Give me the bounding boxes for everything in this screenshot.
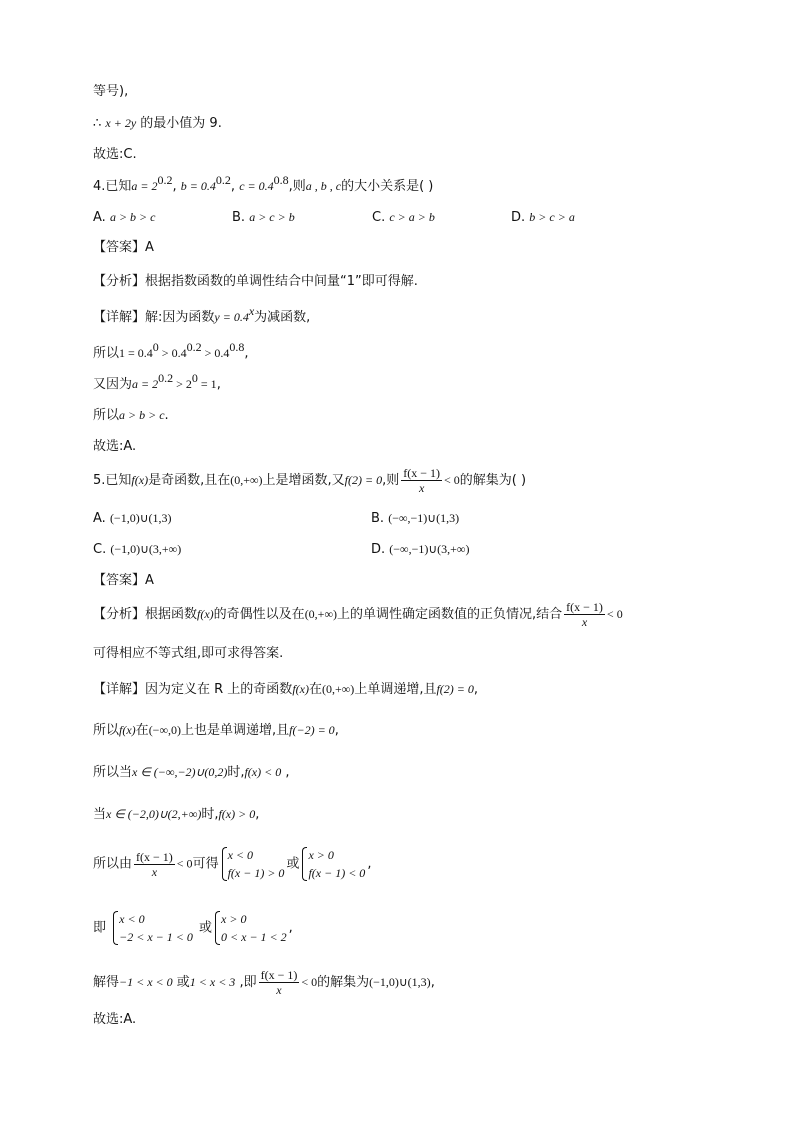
question-4-option-a: A. a > b > c <box>93 210 156 225</box>
fraction: $\frac{f(x - 1)}{x}$ <box>403 466 441 495</box>
inequality-system: x > 0 f(x − 1) < 0 <box>301 846 365 882</box>
question-5-step-4: 所以由 $\frac{f(x - 1)}{x}$ < 0可得 x < 0 f(x − 1) > 0 或 x > 0 f(x − 1) < 0 , <box>93 848 372 880</box>
question-5-step-3: 当x ∈ (−2,0)∪(2,+∞)时,f(x) > 0, <box>93 807 260 822</box>
question-4-step-1: 所以$1 = 0.4^0 > 0.4^{0.2} > 0.4^{0.8}$, <box>93 340 249 361</box>
inequality-system: x < 0 −2 < x − 1 < 0 <box>112 910 193 946</box>
question-4-option-d: D. b > c > a <box>511 210 575 225</box>
question-5-end: 故选:A. <box>93 1012 137 1027</box>
text-line-choice-c: 故选:C. <box>93 147 137 162</box>
question-5-step-6: 解得−1 < x < 0 或1 < x < 3 ,即 $\frac{f(x - 1)}{x}$ < 0的解集为(−1,0)∪(1,3), <box>93 968 435 997</box>
question-4-detail: 【详解】解:因为函数$y = 0.4^x$为减函数, <box>93 304 311 325</box>
question-5-stem: 5.已知f(x)是奇函数,且在(0,+∞)上是增函数,又f(2) = 0,则 $\frac{f(x - 1)}{x}$ < 0的解集为( ) <box>93 466 527 495</box>
question-5-option-d: D. (−∞,−1)∪(3,+∞) <box>371 542 470 557</box>
question-4-answer: 【答案】A <box>93 240 154 255</box>
question-5-option-c: C. (−1,0)∪(3,+∞) <box>93 542 182 557</box>
inequality-system: x > 0 0 < x − 1 < 2 <box>214 910 287 946</box>
question-5-step-2: 所以当x ∈ (−∞,−2)∪(0,2)时,f(x) < 0 , <box>93 765 290 780</box>
question-5-analysis-line-2: 可得相应不等式组,即可求得答案. <box>93 646 284 661</box>
fraction: $\frac{f(x - 1)}{x}$ <box>566 600 603 629</box>
question-5-answer: 【答案】A <box>93 573 154 588</box>
question-4-option-b: B. a > c > b <box>232 210 295 225</box>
question-5-detail: 【详解】因为定义在 R 上的奇函数f(x)在(0,+∞)上单调递增,且f(2) = 0, <box>93 682 479 697</box>
text-line-equality-note: 等号), <box>93 84 129 99</box>
question-5-option-b: B. (−∞,−1)∪(1,3) <box>371 511 460 526</box>
question-4-stem: 4.已知$a = 2^{0.2}$, $b = 0.4^{0.2}$, $c = 0.4^{0.8}$,则a , b , c的大小关系是( ) <box>93 173 434 194</box>
question-5-option-a: A. (−1,0)∪(1,3) <box>93 511 172 526</box>
question-5-step-5: 即 x < 0 −2 < x − 1 < 0 或 x > 0 0 < x − 1 < 2 , <box>93 912 293 944</box>
question-4-analysis: 【分析】根据指数函数的单调性结合中间量“1”即可得解. <box>93 274 418 289</box>
question-4-end: 故选:A. <box>93 439 137 454</box>
question-4-step-3: 所以a > b > c. <box>93 408 169 423</box>
question-4-step-2: 又因为$a = 2^{0.2} > 2^0 = 1$, <box>93 371 221 392</box>
question-4-option-c: C. c > a > b <box>372 210 435 225</box>
fraction: $\frac{f(x - 1)}{x}$ <box>260 968 298 997</box>
fraction: $\frac{f(x - 1)}{x}$ <box>136 849 173 879</box>
question-5-step-1: 所以f(x)在(−∞,0)上也是单调递增,且f(−2) = 0, <box>93 723 339 738</box>
inequality-system: x < 0 f(x − 1) > 0 <box>221 846 285 882</box>
text-line-min-value: ∴ x + 2y 的最小值为 9. <box>93 116 222 131</box>
question-5-analysis: 【分析】根据函数f(x)的奇偶性以及在(0,+∞)上的单调性确定函数值的正负情况,结合 $\frac{f(x - 1)}{x}$ < 0 <box>93 600 623 629</box>
